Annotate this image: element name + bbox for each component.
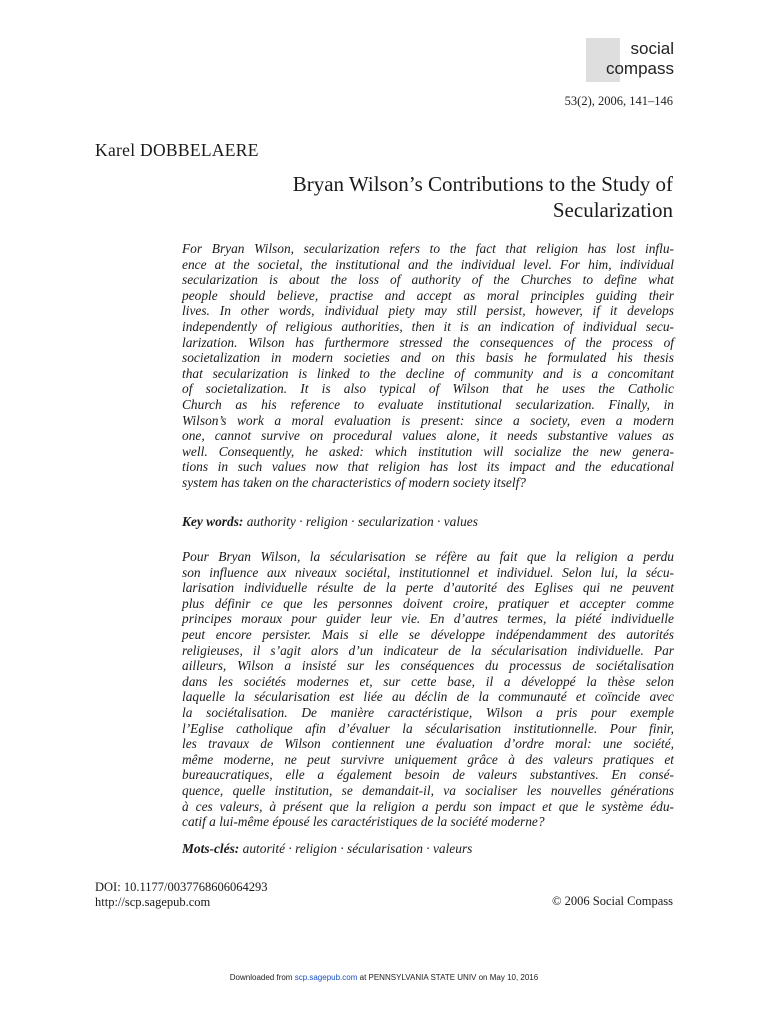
abstract-line: of societalization. It is also typical of Wilson that he uses the Catholic [182,381,674,397]
abstract-line: societalization in modern societies and on this basis he formulated his thesis [182,350,674,366]
abstract-line: one, cannot survive on procedural values alone, it needs substantive values as [182,428,674,444]
abstract-line: principes moraux pour guider leur vie. En d’autres termes, la piété individuelle [182,611,674,627]
journal-name-line1: social [630,39,674,58]
abstract-line: religieuses, il s’agit alors d’un indicateur de la sécularisation individuelle. Par [182,642,674,658]
abstract-line: ailleurs, Wilson a insisté sur les conséquences du processus de sociétalisation [182,658,674,674]
footer-link[interactable]: scp.sagepub.com [294,973,358,982]
abstract-line: well. Consequently, he asked: which institution will socialize the new genera- [182,443,674,459]
author-name: Karel DOBBELAERE [95,140,259,160]
keywords-label: Mots-clés: [182,841,240,856]
abstract-line: independently of religious authorities, then it is an indication of individual secu- [182,318,674,334]
title-line: Secularization [552,198,673,222]
journal-logo [586,38,676,82]
copyright: © 2006 Social Compass [552,894,673,908]
abstract-line: la sociétalisation. De manière caractéristique, Wilson a pris pour exemple [182,704,674,720]
citation: 53(2), 2006, 141–146 [564,94,673,108]
abstract-line: tions in such values now that religion has lost its impact and the educational [182,459,674,475]
abstract-line: même moderne, ne peut survivre uniquement grâce à des valeurs pratiques et [182,751,674,767]
abstract-line: laquelle la sécularisation est liée au déclin de la communauté et coïncide avec [182,689,674,705]
abstract-line: secularization is about the loss of authority of the Churches to define what [182,272,674,288]
abstract-line: that secularization is linked to the decline of community and is a concomitant [182,365,674,381]
abstract-line: ence at the societal, the institutional and the individual level. For him, individual [182,256,674,272]
abstract-line: Pour Bryan Wilson, la sécularisation se réfère au fait que la religion a perdu [182,549,674,564]
article-title [133,171,673,223]
abstract-line: l’Eglise catholique afin d’évaluer la sécularisation institutionnelle. Pour finir, [182,720,674,736]
abstract-line: peut encore persister. Mais si elle se développe indépendamment des autorités [182,626,674,642]
abstract-line: lives. In other words, individual piety may still persist, however, if it develops [182,303,674,319]
abstract-french [182,549,674,830]
abstract-line: people should believe, practise and accept as moral principles guiding their [182,287,674,303]
abstract-line: Church as his reference to evaluate institutional secularization. Finally, in [182,396,674,412]
doi: DOI: 10.1177/0037768606064293 [95,880,268,894]
download-footer [0,973,768,982]
abstract-line: bureaucratiques, elle a également besoin de valeurs substantives. En consé- [182,767,674,783]
abstract-line: system has taken on the characteristics of modern society itself? [182,474,526,490]
abstract-line: son influence aux niveaux sociétal, institutionnel et individuel. Selon lui, la sécu- [182,564,674,580]
abstract-line: à ces valeurs, à présent que la religion a perdu son impact et que le système édu- [182,798,674,814]
keywords-terms: authority · religion · secularization · values [246,514,478,529]
journal-name-line2: compass [605,59,674,78]
keywords-terms: autorité · religion · sécularisation · valeurs [242,841,473,856]
footer-suffix: at PENNSYLVANIA STATE UNIV on May 10, 2016 [357,973,539,982]
doi-block [95,880,267,910]
footer-prefix: Downloaded from [229,973,295,982]
title-line: Bryan Wilson’s Contributions to the Study of [292,172,673,196]
keywords-french [182,841,472,857]
keywords-label: Key words: [182,514,244,529]
abstract-line: dans les sociétés modernes et, sur cette base, il a développé la thèse selon [182,673,674,689]
abstract-english [182,241,674,491]
journal-url[interactable]: http://scp.sagepub.com [95,895,211,909]
abstract-line: For Bryan Wilson, secularization refers to the fact that religion has lost influ- [182,241,674,256]
abstract-line: larisation individuelle résulte de la perte d’autorité des Eglises qui ne peuvent [182,580,674,596]
abstract-line: catif a lui-même épousé les caractéristiques de la société moderne? [182,814,545,830]
abstract-line: les travaux de Wilson contiennent une évaluation d’ordre moral: une société, [182,736,674,752]
abstract-line: quence, quelle institution, se demandait-il, va socialiser les nouvelles générations [182,782,674,798]
abstract-line: larization. Wilson has furthermore stressed the consequences of the process of [182,334,674,350]
keywords-english [182,514,478,530]
abstract-line: plus définir ce que les personnes doivent croire, pratiquer et accepter comme [182,595,674,611]
abstract-line: Wilson’s work a moral evaluation is present: since a society, even a modern [182,412,674,428]
